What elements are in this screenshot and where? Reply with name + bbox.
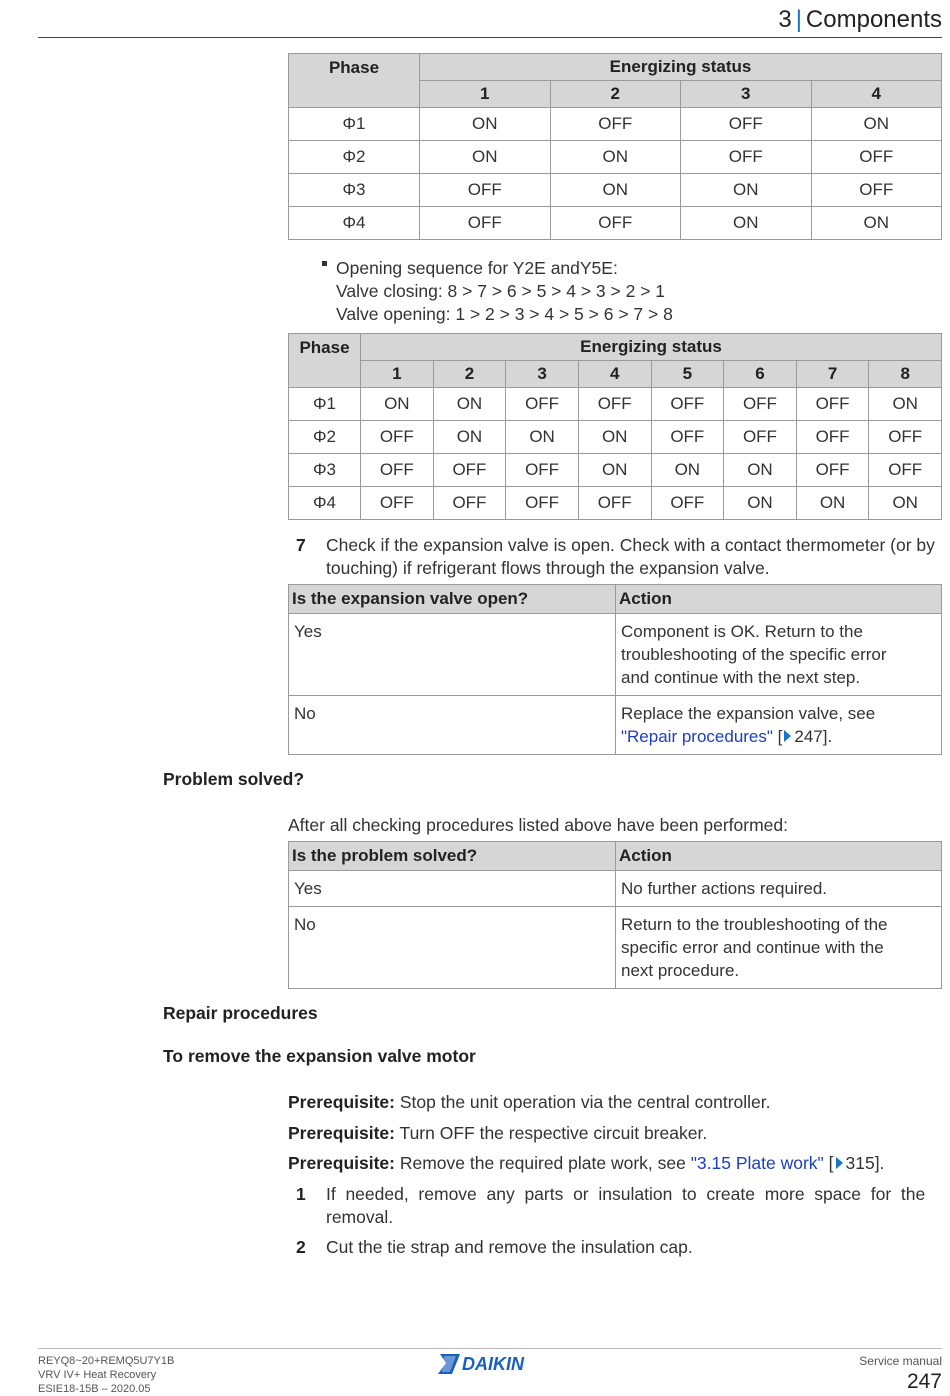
status-cell: ON	[550, 174, 681, 207]
status-cell: ON	[433, 388, 506, 421]
phase-cell: Φ4	[289, 207, 420, 240]
status-cell: ON	[811, 207, 942, 240]
prerequisite-label: Prerequisite:	[288, 1092, 395, 1112]
status-cell: OFF	[550, 207, 681, 240]
energizing-table-4-step	[288, 53, 942, 240]
step-header: 1	[420, 81, 551, 108]
status-cell: ON	[420, 108, 551, 141]
prerequisite-text: Remove the required plate work, see	[399, 1153, 686, 1173]
status-cell: OFF	[796, 454, 869, 487]
prerequisite-label: Prerequisite:	[288, 1153, 395, 1173]
status-cell: OFF	[796, 421, 869, 454]
energizing-status-header: Energizing status	[361, 334, 942, 361]
phase-cell: Φ2	[289, 421, 361, 454]
step-number: 1	[296, 1184, 306, 1204]
footer-product: VRV IV+ Heat Recovery	[38, 1369, 157, 1381]
phase-cell: Φ3	[289, 454, 361, 487]
action-line: Return to the troubleshooting of the	[621, 915, 888, 934]
repair-procedures-link[interactable]: "Repair procedures"	[621, 727, 773, 746]
page-number: 247	[906, 1370, 942, 1393]
status-cell: OFF	[681, 141, 812, 174]
step-line: If needed, remove any parts or insulation to create more space for the	[326, 1184, 926, 1204]
action-line: Replace the expansion valve, see	[621, 704, 876, 723]
step-7-text	[326, 534, 946, 580]
status-cell: OFF	[361, 421, 434, 454]
phase-header: Phase	[289, 334, 361, 388]
daikin-logo	[438, 1352, 542, 1376]
answer-cell: Yes	[289, 614, 616, 696]
footer-rule	[38, 1348, 942, 1349]
status-cell: OFF	[651, 388, 724, 421]
question-header: Is the problem solved?	[289, 842, 616, 871]
status-cell: OFF	[420, 207, 551, 240]
status-cell: OFF	[796, 388, 869, 421]
status-cell: OFF	[420, 174, 551, 207]
table-row	[289, 871, 942, 907]
status-cell: OFF	[361, 487, 434, 520]
table-row	[289, 696, 942, 755]
chapter-title: Components	[805, 6, 942, 33]
prerequisite-text: Stop the unit operation via the central controller.	[399, 1092, 771, 1112]
step-header: 4	[811, 81, 942, 108]
status-cell: OFF	[869, 421, 942, 454]
action-header: Action	[616, 842, 942, 871]
status-cell: ON	[869, 388, 942, 421]
footer-manual-type: Service manual	[859, 1354, 942, 1368]
status-cell: ON	[433, 421, 506, 454]
plate-work-link[interactable]: "3.15 Plate work"	[690, 1153, 824, 1173]
logo-wordmark: DAIKIN	[462, 1354, 524, 1374]
header-rule	[38, 37, 942, 38]
status-cell: OFF	[506, 487, 579, 520]
action-cell	[616, 696, 942, 755]
step-header: 2	[550, 81, 681, 108]
problem-solved-intro: After all checking procedures listed above have been performed:	[288, 815, 789, 835]
action-line: Component is OK. Return to the	[621, 622, 863, 641]
action-line: specific error and continue with the	[621, 938, 884, 957]
step-header: 8	[869, 361, 942, 388]
status-cell: OFF	[550, 108, 681, 141]
table-row	[289, 487, 942, 520]
answer-cell: No	[289, 907, 616, 989]
step-header: 7	[796, 361, 869, 388]
step-line: touching) if refrigerant flows through the expansion valve.	[326, 558, 770, 578]
repair-procedures-heading: Repair procedures	[163, 1003, 318, 1023]
action-cell	[616, 614, 942, 696]
table-row	[289, 108, 942, 141]
bullet-line: Opening sequence for Y2E andY5E:	[336, 258, 618, 278]
status-cell: OFF	[506, 388, 579, 421]
prerequisite-1	[288, 1091, 771, 1114]
bullet-line: Valve opening: 1 > 2 > 3 > 4 > 5 > 6 > 7 > 8	[336, 304, 673, 324]
status-cell: OFF	[433, 487, 506, 520]
status-cell: OFF	[651, 487, 724, 520]
prerequisite-3	[288, 1152, 884, 1175]
status-cell: ON	[420, 141, 551, 174]
step-header: 3	[681, 81, 812, 108]
phase-cell: Φ1	[289, 108, 420, 141]
status-cell: ON	[681, 207, 812, 240]
remove-valve-motor-heading: To remove the expansion valve motor	[163, 1046, 476, 1066]
opening-sequence-bullet	[336, 257, 673, 326]
status-cell: ON	[578, 454, 651, 487]
status-cell: ON	[869, 487, 942, 520]
footer-document-info	[38, 1354, 174, 1396]
table-row	[289, 174, 942, 207]
status-cell: OFF	[869, 454, 942, 487]
phase-cell: Φ1	[289, 388, 361, 421]
prerequisite-text: Turn OFF the respective circuit breaker.	[399, 1123, 708, 1143]
status-cell: OFF	[811, 174, 942, 207]
status-cell: ON	[681, 174, 812, 207]
status-cell: ON	[796, 487, 869, 520]
answer-cell: No	[289, 696, 616, 755]
step-header: 5	[651, 361, 724, 388]
page-reference[interactable]: 315].	[845, 1153, 885, 1173]
action-line: and continue with the next step.	[621, 668, 861, 687]
action-header: Action	[616, 585, 942, 614]
step-header: 3	[506, 361, 579, 388]
action-cell: No further actions required.	[616, 871, 942, 907]
bullet-line: Valve closing: 8 > 7 > 6 > 5 > 4 > 3 > 2 > 1	[336, 281, 666, 301]
step-header: 2	[433, 361, 506, 388]
action-line: troubleshooting of the specific error	[621, 645, 887, 664]
table-row	[289, 141, 942, 174]
phase-cell: Φ3	[289, 174, 420, 207]
page-arrow-icon[interactable]	[784, 730, 791, 742]
table-row	[289, 907, 942, 989]
footer-doc-number: ESIE18-15B – 2020.05	[38, 1383, 151, 1395]
table-row	[289, 207, 942, 240]
chapter-header	[778, 6, 942, 34]
question-header: Is the expansion valve open?	[289, 585, 616, 614]
step-line: removal.	[326, 1207, 394, 1227]
status-cell: ON	[361, 388, 434, 421]
table-row	[289, 421, 942, 454]
status-cell: OFF	[578, 388, 651, 421]
repair-step-2: Cut the tie strap and remove the insulation cap.	[326, 1237, 693, 1257]
bullet-marker	[322, 261, 327, 266]
status-cell: OFF	[811, 141, 942, 174]
action-line	[621, 725, 936, 748]
status-cell: ON	[724, 487, 797, 520]
table-row	[289, 454, 942, 487]
problem-solved-table	[288, 841, 942, 989]
status-cell: ON	[550, 141, 681, 174]
action-cell	[616, 907, 942, 989]
chapter-number: 3	[778, 6, 792, 33]
status-cell: OFF	[724, 388, 797, 421]
status-cell: OFF	[433, 454, 506, 487]
step-header: 6	[724, 361, 797, 388]
status-cell: OFF	[724, 421, 797, 454]
valve-open-table	[288, 584, 942, 755]
status-cell: ON	[651, 454, 724, 487]
phase-cell: Φ4	[289, 487, 361, 520]
page-reference[interactable]: 247].	[794, 727, 833, 746]
footer-model: REYQ8~20+REMQ5U7Y1B	[38, 1355, 175, 1367]
table-row	[289, 614, 942, 696]
status-cell: ON	[506, 421, 579, 454]
step-number: 2	[296, 1237, 306, 1257]
bracket-open: [	[772, 727, 783, 746]
prerequisite-label: Prerequisite:	[288, 1123, 395, 1143]
page-arrow-icon[interactable]	[836, 1157, 843, 1169]
status-cell: OFF	[578, 487, 651, 520]
phase-header: Phase	[289, 54, 420, 108]
step-number: 7	[296, 535, 306, 555]
step-line: Check if the expansion valve is open. Check with a contact thermometer (or by	[326, 535, 935, 555]
energizing-table-8-step	[288, 333, 942, 520]
status-cell: ON	[724, 454, 797, 487]
table-row	[289, 388, 942, 421]
energizing-status-header: Energizing status	[420, 54, 942, 81]
problem-solved-heading: Problem solved?	[163, 769, 305, 789]
header-separator: |	[795, 6, 802, 33]
answer-cell: Yes	[289, 871, 616, 907]
bracket-open: [	[823, 1153, 834, 1173]
action-line: next procedure.	[621, 961, 740, 980]
status-cell: OFF	[506, 454, 579, 487]
status-cell: ON	[578, 421, 651, 454]
status-cell: ON	[811, 108, 942, 141]
phase-cell: Φ2	[289, 141, 420, 174]
status-cell: OFF	[681, 108, 812, 141]
step-header: 4	[578, 361, 651, 388]
prerequisite-2	[288, 1122, 707, 1145]
status-cell: OFF	[651, 421, 724, 454]
repair-step-1	[326, 1183, 942, 1229]
status-cell: OFF	[361, 454, 434, 487]
step-header: 1	[361, 361, 434, 388]
